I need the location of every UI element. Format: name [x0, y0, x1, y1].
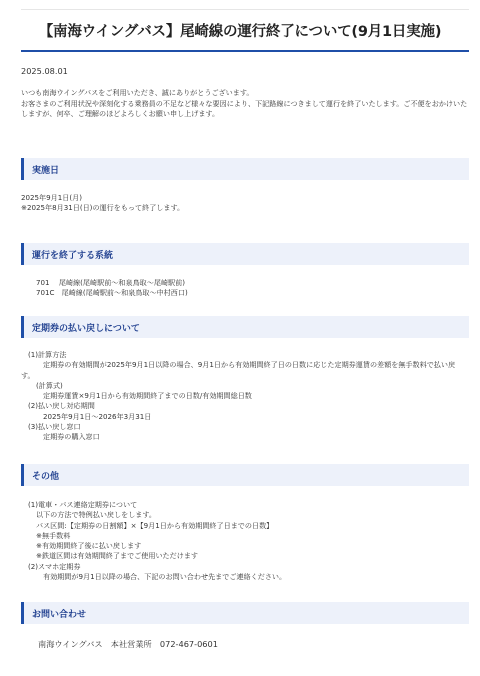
- refund-text: 定期券の有効期間が2025年9月1日以降の場合、9月1日から有効期間終了日の日数に応じた定期券運賃の差額を無手数料で払い戻: [43, 360, 456, 370]
- section-title: お問い合わせ: [32, 610, 87, 620]
- refund-item-heading: (2)払い戻し対応期間: [28, 401, 95, 411]
- section-title: 定期券の払い戻しについて: [32, 324, 140, 334]
- other-item-heading: (2)スマホ定期券: [28, 561, 81, 571]
- other-note: ※有効期間終了後に払い戻します: [36, 541, 142, 551]
- section-heading-refund: [21, 316, 469, 338]
- implementation-date-body: [21, 193, 184, 214]
- title-underline: [21, 50, 469, 52]
- refund-body: [21, 350, 471, 443]
- section-heading-routes: [21, 243, 469, 265]
- refund-item-heading: (1)計算方法: [28, 350, 67, 359]
- intro-line: お客さまのご利用状況や深刻化する乗務員の不足など様々な要因により、下記路線につきまして運行を終了いたします。ご不便をおかけいた: [21, 98, 468, 108]
- refund-window: 定期券の購入窓口: [43, 432, 100, 442]
- refund-formula: 定期券運賃×9月1日から有効期間終了までの日数/有効期間総日数: [43, 391, 252, 401]
- section-title: その他: [32, 472, 60, 482]
- top-divider: [21, 9, 469, 10]
- publish-date: 2025.08.01: [21, 66, 68, 76]
- refund-item-heading: (3)払い戻し窓口: [28, 422, 81, 432]
- other-text: 有効期間が9月1日以降の場合、下記のお問い合わせ先までご連絡ください。: [43, 572, 287, 582]
- route-701c: 701C 尾崎線(尾崎駅前～和泉鳥取～中村西口): [36, 288, 188, 298]
- section-title: 運行を終了する系統: [32, 251, 114, 261]
- other-note: ※無手数料: [36, 530, 71, 540]
- contact-info: 南海ウイングバス 本社営業所 072-467-0601: [38, 639, 218, 649]
- section-heading-contact: [21, 602, 469, 624]
- section-title: 実施日: [32, 166, 60, 176]
- refund-text: す。: [21, 370, 35, 380]
- other-note: ※鉄道区間は有効期間終了までご使用いただけます: [36, 551, 199, 561]
- intro-line: いつも南海ウイングバスをご利用いただき、誠にありがとうございます。: [21, 88, 254, 97]
- other-text: バス区間:【定期券の日割額】×【9月1日から有効期間終了日までの日数】: [36, 520, 274, 530]
- intro-line: しますが、何卒、ご理解のほどよろしくお願い申し上げます。: [21, 109, 220, 118]
- section-heading-implementation-date: [21, 158, 469, 180]
- intro-paragraph: [21, 88, 471, 120]
- other-body: [21, 500, 286, 582]
- refund-period: 2025年9月1日～2026年3月31日: [43, 411, 152, 421]
- section-heading-other: [21, 464, 469, 486]
- refund-formula-label: (計算式): [36, 380, 63, 390]
- route-701: 701 尾崎線(尾崎駅前～和泉鳥取～尾崎駅前): [36, 278, 186, 287]
- other-item-heading: (1)電車・バス連絡定期券について: [28, 500, 138, 509]
- implementation-note: ※2025年8月31日(日)の運行をもって終了します。: [21, 203, 185, 213]
- implementation-date: 2025年9月1日(月): [21, 193, 82, 202]
- routes-body: [36, 278, 188, 299]
- page-title: 【南海ウイングバス】尾崎線の運行終了について(9月1日実施): [38, 24, 442, 40]
- other-text: 以下の方法で特例払い戻しをします。: [36, 510, 157, 520]
